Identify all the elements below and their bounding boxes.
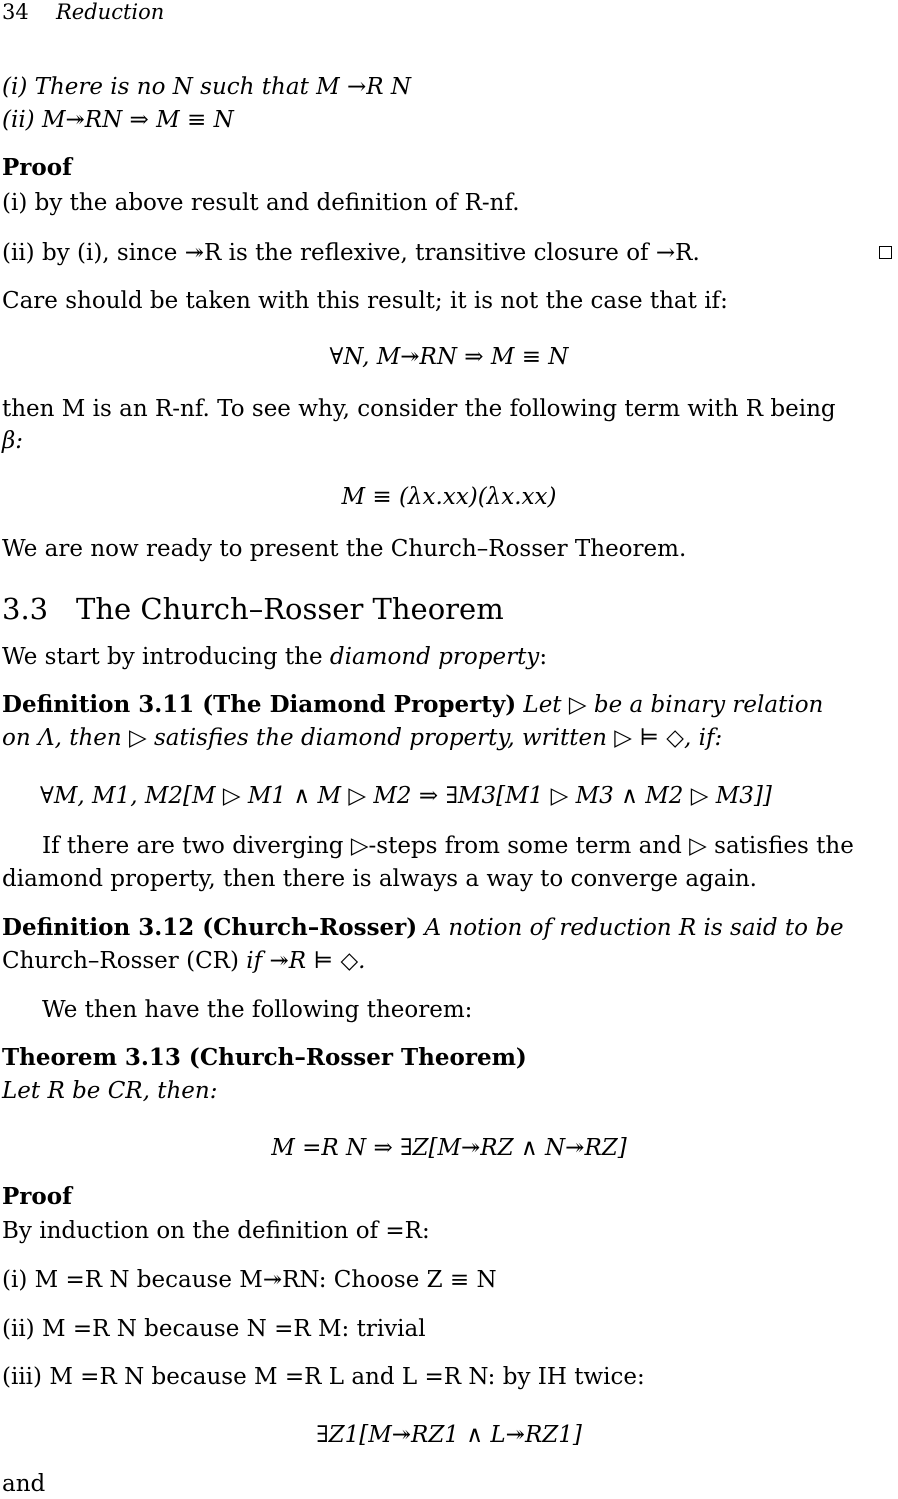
section-number: 3.3 (2, 592, 49, 626)
section-heading (2, 591, 896, 627)
qed-box-icon (879, 246, 892, 259)
proof-line-i: (i) by the above result and definition of R-nf. (2, 190, 520, 216)
proof-intro: By induction on the definition of =R: (2, 1218, 430, 1244)
definition-3-11 (2, 690, 896, 720)
proof-case-i: (i) M =R N because M↠RN: Choose Z ≡ N (2, 1267, 497, 1293)
proof-heading: Proof (2, 1183, 72, 1210)
theorem-text: Let R be CR, then: (2, 1078, 218, 1104)
theorem-label: Theorem 3.13 (Church–Rosser Theorem) (2, 1044, 527, 1071)
definition-text-plain: Church–Rosser (CR) (2, 948, 247, 974)
paragraph-line: If there are two diverging ▷-steps from some term and ▷ satisfies the (42, 833, 854, 859)
display-formula: ∃Z1[M↠RZ1 ∧ L↠RZ1] (316, 1422, 582, 1448)
paragraph-line: We then have the following theorem: (42, 997, 473, 1023)
proof-line-ii: (ii) by (i), since ↠R is the reflexive, transitive closure of →R. (2, 240, 700, 266)
section-intro (2, 642, 896, 672)
definition-text: A notion of reduction R is said to be (424, 915, 844, 941)
lemma-item-i: (i) There is no N such that M →R N (2, 74, 412, 100)
proof-case-ii: (ii) M =R N because N =R M: trivial (2, 1316, 426, 1342)
running-title: Reduction (56, 0, 165, 24)
definition-text: Let ▷ be a binary relation (523, 692, 824, 718)
definition-text: on Λ, then ▷ satisfies the diamond property, written ▷ ⊨ ◇, if: (2, 725, 723, 751)
page-number: 34 (2, 0, 29, 24)
intro-emphasis: diamond property (329, 644, 540, 670)
paragraph-line: then M is an R-nf. To see why, consider the following term with R being (2, 396, 836, 422)
definition-3-12 (2, 913, 896, 943)
definition-label: Definition 3.11 (The Diamond Property) (2, 691, 517, 718)
definition-label: Definition 3.12 (Church–Rosser) (2, 914, 418, 941)
proof-heading: Proof (2, 154, 72, 181)
definition-text-italic: if ↠R ⊨ ◇. (246, 948, 366, 974)
paragraph-line: We are now ready to present the Church–Rosser Theorem. (2, 536, 687, 562)
paragraph-line: diamond property, then there is always a way to converge again. (2, 866, 757, 892)
display-formula: ∀M, M1, M2[M ▷ M1 ∧ M ▷ M2 ⇒ ∃M3[M1 ▷ M3 ∧ M2 ▷ M3]] (40, 783, 772, 809)
section-title: The Church–Rosser Theorem (76, 592, 504, 626)
proof-case-iii: (iii) M =R N because M =R L and L =R N: by IH twice: (2, 1364, 645, 1390)
display-formula: M =R N ⇒ ∃Z[M↠RZ ∧ N↠RZ] (271, 1135, 627, 1161)
display-formula: ∀N, M↠RN ⇒ M ≡ N (329, 344, 569, 370)
intro-text: We start by introducing the (2, 644, 330, 670)
display-formula: M ≡ (λx.xx)(λx.xx) (341, 484, 557, 510)
paragraph-line: Care should be taken with this result; it is not the case that if: (2, 288, 728, 314)
definition-text (2, 946, 896, 976)
paragraph-line: β: (2, 428, 24, 454)
paragraph-line: and (2, 1471, 46, 1497)
intro-punct: : (539, 644, 548, 670)
lemma-item-ii: (ii) M↠RN ⇒ M ≡ N (2, 107, 234, 133)
